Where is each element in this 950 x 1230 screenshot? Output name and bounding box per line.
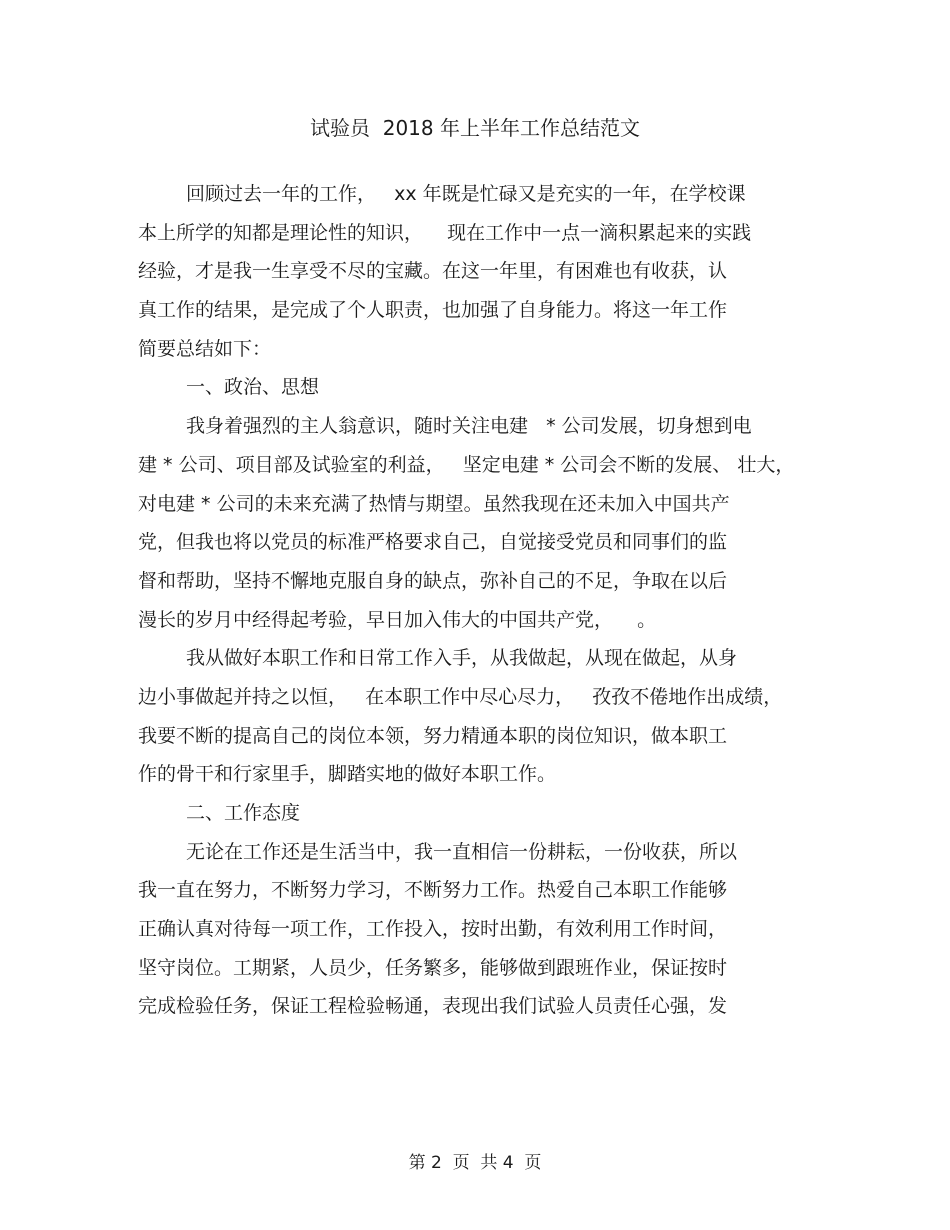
text-line: 作的骨干和行家里手，脚踏实地的做好本职工作。 [138, 763, 557, 786]
text-line: 回顾过去一年的工作， xx 年既是忙碌又是充实的一年，在学校课 [186, 183, 746, 205]
text-line: 我从做好本职工作和日常工作入手，从我做起，从现在做起，从身 [186, 647, 738, 670]
text-line: 二、工作态度 [186, 802, 301, 824]
text-line: 一、政治、思想 [186, 376, 320, 399]
text-line: 简要总结如下： [138, 337, 272, 360]
document-title: 试验员 2018 年上半年工作总结范文 [310, 116, 640, 140]
text-line: 我身着强烈的主人翁意识，随时关注电建 * 公司发展，切身想到电 [186, 415, 752, 438]
text-line: 真工作的结果，是完成了个人职责，也加强了自身能力。将这一年工作 [138, 299, 728, 322]
text-line: 坚守岗位。工期紧，人员少，任务繁多，能够做到跟班作业，保证按时 [138, 956, 728, 979]
document-body [138, 175, 828, 1026]
text-line: 督和帮助，坚持不懈地克服自身的缺点，弥补自己的不足，争取在以后 [138, 569, 728, 592]
text-line: 我一直在努力，不断努力学习，不断努力工作。热爱自己本职工作能够 [138, 879, 728, 902]
text-line: 我要不断的提高自己的岗位本领，努力精通本职的岗位知识，做本职工 [138, 724, 728, 747]
text-line: 完成检验任务，保证工程检验畅通，表现出我们试验人员责任心强，发 [138, 995, 728, 1018]
text-line: 对电建 * 公司的未来充满了热情与期望。虽然我现在还未加入中国共产 [138, 492, 730, 515]
text-line: 无论在工作还是生活当中，我一直相信一份耕耘，一份收获，所以 [186, 840, 738, 863]
text-line: 党，但我也将以党员的标准严格要求自己，自觉接受党员和同事们的监 [138, 531, 728, 554]
text-line: 边小事做起并持之以恒， 在本职工作中尽心尽力， 孜孜不倦地作出成绩， [138, 685, 783, 708]
text-line: 建 * 公司、项目部及试验室的利益， 坚定电建 * 公司会不断的发展、 壮大， [138, 453, 795, 476]
text-line: 漫长的岁月中经得起考验，早日加入伟大的中国共产党， 。 [138, 608, 657, 631]
text-line: 本上所学的知都是理论性的知识， 现在工作中一点一滴积累起来的实践 [138, 221, 752, 244]
text-line: 经验，才是我一生享受不尽的宝藏。在这一年里，有困难也有收获，认 [138, 260, 728, 283]
text-line: 正确认真对待每一项工作，工作投入，按时出勤，有效利用工作时间， [138, 918, 728, 941]
page-footer: 第 2 页 共 4 页 [408, 1153, 542, 1173]
